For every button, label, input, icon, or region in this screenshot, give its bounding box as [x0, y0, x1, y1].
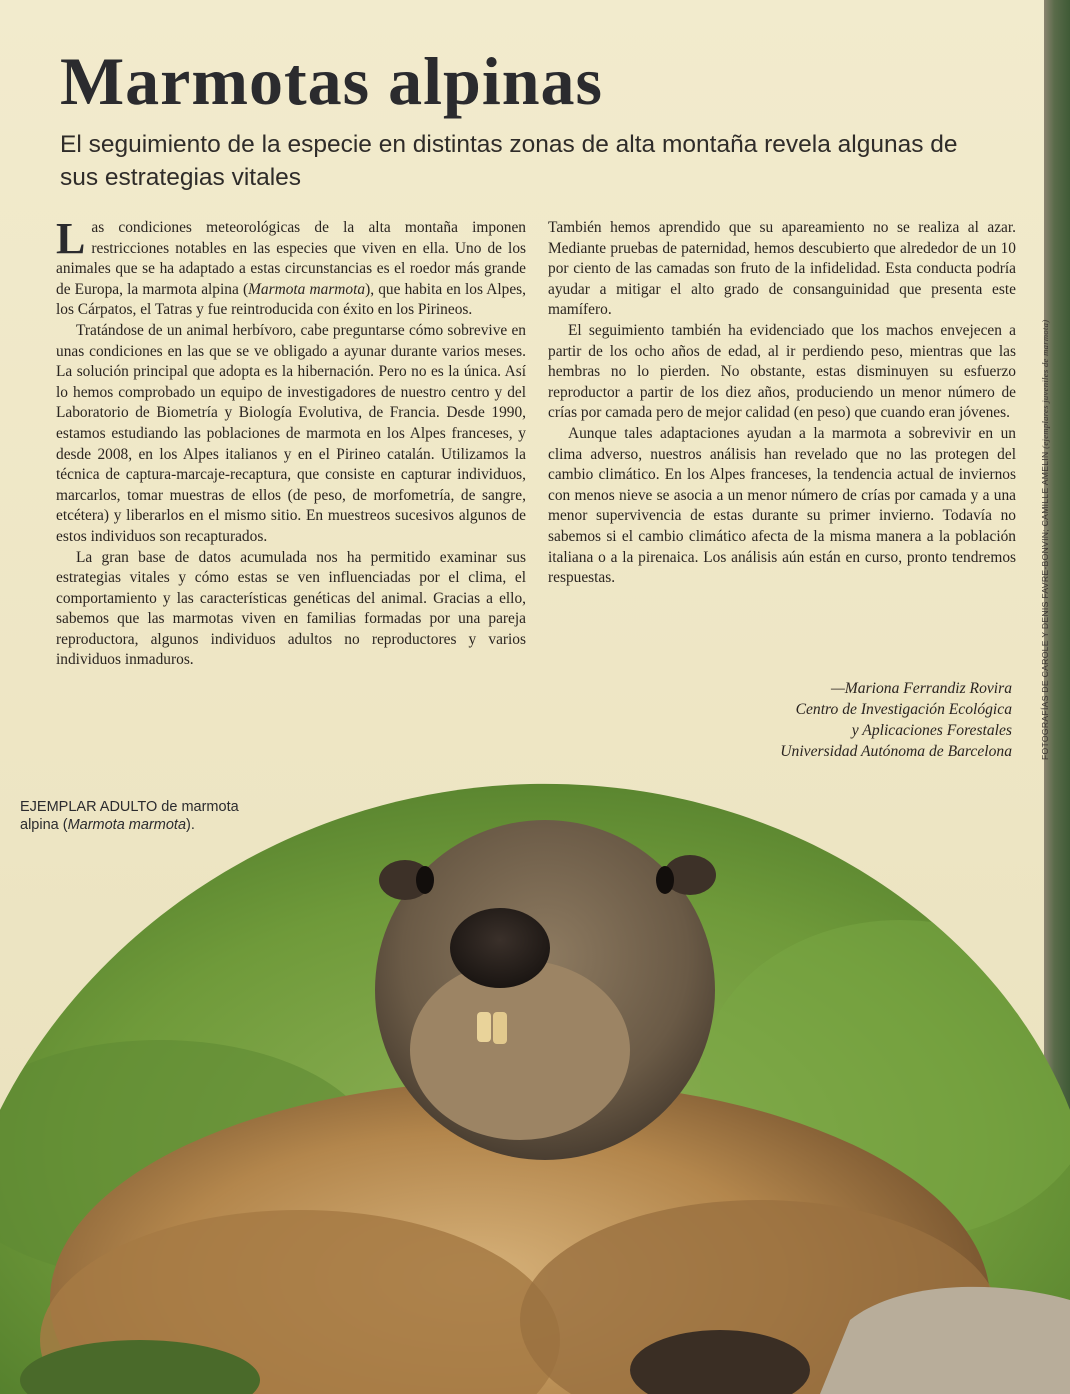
photo-credit-main: FOTOGRAFÍAS DE CAROLE Y DENIS FAVRE-BONVIN; CAMILLE AMELIN	[1040, 451, 1050, 760]
species-name: Marmota marmota	[248, 280, 366, 298]
caption-text-b: ).	[186, 817, 195, 833]
author-affiliation-1: Centro de Investigación Ecológica	[795, 701, 1012, 718]
author-signature	[548, 678, 1012, 762]
author-affiliation-2: y Aplicaciones Forestales	[851, 722, 1012, 739]
left-paragraph-2: Tratándose de un animal herbívoro, cabe preguntarse cómo sobrevive en unas condiciones en las que se ve obligado a ayunar durante varios meses. La solución principal que adopta es la hibernación. Pero no es la única. Así lo hemos comprobado un equipo de investigadores de nuestro centro y del Laboratorio de Biometría y Biología Evolutiva, de Francia. Desde 1990, estamos estudiando las poblaciones de marmota en los Alpes franceses, y desde 2008, en los Alpes italianos y en el Pirineo catalán. Utilizamos la técnica de captura-marcaje-recaptura, que consiste en capturar individuos, marcarlos, tomar muestras de ellos (de peso, de morfometría, de sangre, etcétera) y liberarlos en el mismo sitio. En muestreos sucesivos algunos de estos individuos son recapturados.	[56, 321, 526, 545]
right-paragraph-2: El seguimiento también ha evidenciado que los machos envejecen a partir de los ocho años de edad, al ir perdiendo peso, mientras que las hembras no lo pierden. No obstante, estas disminuyen su esfuerzo reproductor a partir de los diez años, produciendo un menor número de crías por camada pero de mejor calidad (en peso) que cuando eran jóvenes.	[548, 321, 1016, 422]
caption-text-a: de marmota alpina (	[20, 799, 239, 833]
article-title: Marmotas alpinas	[60, 43, 603, 119]
right-paragraph-3: Aunque tales adaptaciones ayudan a la marmota a sobrevivir en un clima adverso, nuestros análisis han revelado que no las protegen del cambio climático. En los Alpes franceses, la tendencia actual de inviernos con menos nieve se asocia a un menor número de crías por camada y a una menor supervivencia de estas durante su primer invierno. Todavía no sabemos si el cambio climático afecta de la misma manera a la población italiana o a la pirenaica. Los análisis aún están en curso, pronto tendremos respuestas.	[548, 424, 1016, 587]
photo-credit	[1040, 320, 1050, 760]
author-name: —Mariona Ferrandiz Rovira	[830, 680, 1012, 697]
left-paragraph-1	[56, 214, 526, 321]
right-paragraph-1: También hemos aprendido que su apareamiento no se realiza al azar. Mediante pruebas de paternidad, hemos descubierto que alrededor de un 10 por ciento de las camadas son fruto de la infidelidad. Esta conducta podría ayudar a mitigar el alto grado de consanguinidad que presenta este mamífero.	[548, 219, 1016, 319]
photo-credit-detail: (ejemplares juveniles de marmota)	[1040, 319, 1050, 449]
left-paragraph-1-text-a: as condiciones meteorológicas de la alta montaña imponen restricciones notables en las especies que viven en ella. Uno de los animales que se ha adaptado a estas circunstancias es el roedor más grande de Europa, la marmota alpina (	[56, 219, 526, 298]
photo-caption	[20, 798, 280, 834]
right-column	[548, 218, 1016, 589]
author-affiliation-3: Universidad Autónoma de Barcelona	[780, 743, 1012, 760]
left-column	[56, 214, 526, 671]
left-paragraph-1-text-b: ), que habita en los Alpes, los Cárpatos, el Tatras y fue reintroducida con éxito en los Pirineos.	[56, 280, 526, 319]
caption-lead: EJEMPLAR ADULTO	[20, 799, 158, 815]
marmot-photo	[0, 780, 1070, 1394]
marmot-illustration	[0, 780, 1070, 1394]
article-subtitle: El seguimiento de la especie en distintas zonas de alta montaña revela algunas de sus estrategias vitales	[60, 131, 958, 191]
left-paragraph-3: La gran base de datos acumulada nos ha permitido examinar sus estrategias vitales y cómo estas se ven influenciadas por el clima, el comportamiento y las características genéticas del animal. Gracias a ello, sabemos que las marmotas viven en familias formadas por una pareja reproductora, algunos individuos adultos no reproductores y varios individuos inmaduros.	[56, 548, 526, 669]
caption-species: Marmota marmota	[67, 817, 187, 833]
drop-cap: L	[56, 214, 86, 263]
